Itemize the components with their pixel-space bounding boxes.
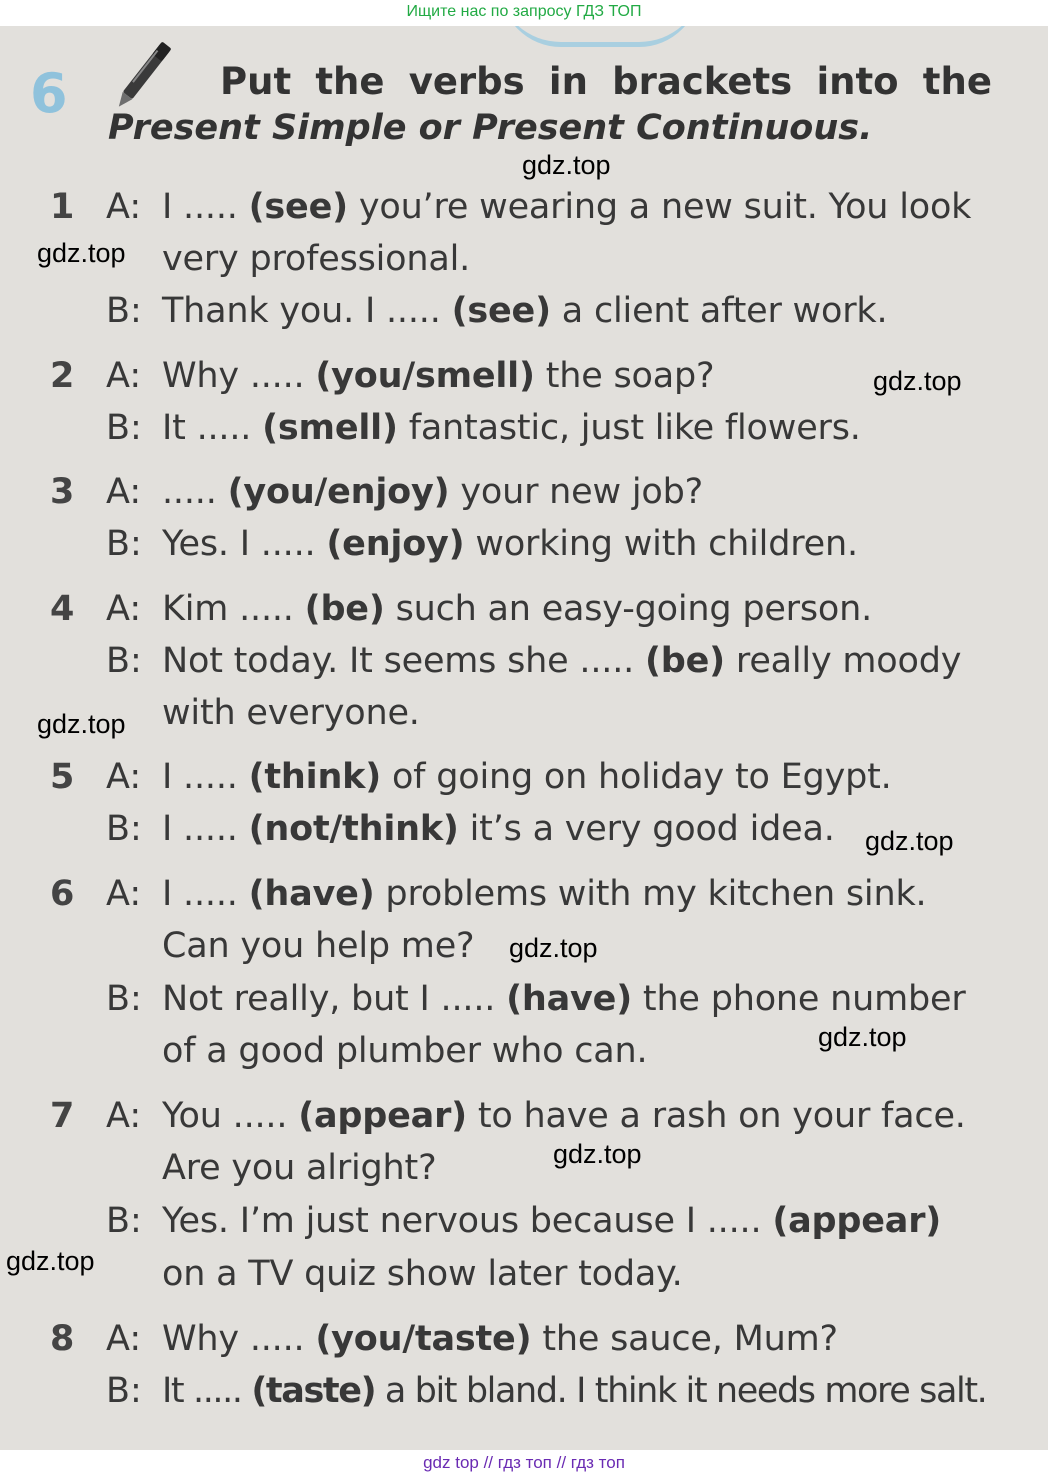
verb-prompt: (you/taste) — [315, 1319, 532, 1359]
dialogue-line: You ..... (appear) to have a rash on your face. — [162, 1096, 966, 1136]
dialogue-line: Yes. I ..... (enjoy) working with children. — [162, 524, 858, 564]
dialogue-line: Thank you. I ..... (see) a client after work. — [162, 291, 888, 331]
title-word: Put — [220, 60, 292, 103]
verb-prompt: (be) — [304, 589, 385, 629]
dialogue-line: Why ..... (you/taste) the sauce, Mum? — [162, 1319, 838, 1359]
dialogue-line: ..... (you/enjoy) your new job? — [162, 472, 703, 512]
item-number: 2 — [50, 356, 75, 396]
speaker-b-label: B: — [106, 809, 142, 849]
dialogue-line: Why ..... (you/smell) the soap? — [162, 356, 715, 396]
watermark: gdz.top — [6, 1246, 95, 1276]
dialogue-line: Are you alright? — [162, 1148, 437, 1188]
title-word: into — [816, 60, 899, 103]
speaker-b-label: B: — [106, 291, 142, 331]
watermark: gdz.top — [818, 1022, 907, 1052]
dialogue-line: Not today. It seems she ..... (be) really moody — [162, 641, 962, 681]
footer-links[interactable]: gdz top // гдз топ // гдз топ — [423, 1453, 625, 1472]
exercise-title-line2: Present Simple or Present Continuous. — [108, 108, 873, 148]
dialogue-line: Can you help me? — [162, 926, 475, 966]
dialogue-line: very professional. — [162, 239, 471, 279]
dialogue-line: Yes. I’m just nervous because I ..... (appear) — [162, 1201, 942, 1241]
speaker-b-label: B: — [106, 641, 142, 681]
dialogue-line: It ..... (smell) fantastic, just like flowers. — [162, 408, 861, 448]
verb-prompt: (be) — [644, 641, 725, 681]
speaker-a-label: A: — [106, 472, 142, 512]
dialogue-line: Not really, but I ..... (have) the phone number — [162, 979, 966, 1019]
title-word: the — [922, 60, 992, 103]
dialogue-line: with everyone. — [162, 693, 420, 733]
speaker-a-label: A: — [106, 1096, 142, 1136]
watermark: gdz.top — [37, 238, 126, 268]
exercise-title-line1 — [220, 60, 992, 103]
speaker-b-label: B: — [106, 408, 142, 448]
item-number: 6 — [50, 874, 75, 914]
verb-prompt: (taste) — [251, 1371, 376, 1411]
item-number: 8 — [50, 1319, 75, 1359]
verb-prompt: (have) — [248, 874, 375, 914]
verb-prompt: (you/smell) — [315, 356, 535, 396]
verb-prompt: (not/think) — [248, 809, 459, 849]
watermark: gdz.top — [509, 933, 598, 963]
speaker-b-label: B: — [106, 979, 142, 1019]
speaker-a-label: A: — [106, 356, 142, 396]
dialogue-line: It ..... (taste) a bit bland. I think it needs more salt. — [162, 1371, 987, 1411]
dialogue-line: Kim ..... (be) such an easy-going person. — [162, 589, 873, 629]
speaker-a-label: A: — [106, 757, 142, 797]
item-number: 4 — [50, 589, 75, 629]
decorative-arc — [500, 26, 700, 47]
item-number: 1 — [50, 187, 75, 227]
exercise-number: 6 — [30, 62, 68, 125]
verb-prompt: (enjoy) — [326, 524, 465, 564]
watermark: gdz.top — [865, 826, 954, 856]
verb-prompt: (appear) — [298, 1096, 467, 1136]
watermark: gdz.top — [873, 366, 962, 396]
item-number: 5 — [50, 757, 75, 797]
item-number: 3 — [50, 472, 75, 512]
speaker-a-label: A: — [106, 187, 142, 227]
speaker-a-label: A: — [106, 1319, 142, 1359]
watermark: gdz.top — [522, 150, 611, 180]
dialogue-line: of a good plumber who can. — [162, 1031, 648, 1071]
watermark: gdz.top — [37, 709, 126, 739]
speaker-b-label: B: — [106, 524, 142, 564]
dialogue-line: I ..... (not/think) it’s a very good idea. — [162, 809, 835, 849]
watermark: gdz.top — [553, 1139, 642, 1169]
verb-prompt: (have) — [506, 979, 632, 1019]
top-search-banner[interactable]: Ищите нас по запросу ГДЗ ТОП — [406, 3, 642, 20]
item-number: 7 — [50, 1096, 75, 1136]
verb-prompt: (think) — [248, 757, 382, 797]
speaker-a-label: A: — [106, 874, 142, 914]
speaker-b-label: B: — [106, 1201, 142, 1241]
verb-prompt: (appear) — [772, 1201, 942, 1241]
verb-prompt: (smell) — [262, 408, 398, 448]
verb-prompt: (see) — [451, 291, 551, 331]
verb-prompt: (see) — [248, 187, 348, 227]
verb-prompt: (you/enjoy) — [227, 472, 450, 512]
dialogue-line: I ..... (have) problems with my kitchen sink. — [162, 874, 927, 914]
pen-icon — [108, 28, 190, 108]
title-word: in — [548, 60, 588, 103]
dialogue-line: on a TV quiz show later today. — [162, 1254, 683, 1294]
speaker-a-label: A: — [106, 589, 142, 629]
textbook-page — [0, 26, 1048, 1450]
dialogue-line: I ..... (think) of going on holiday to Egypt. — [162, 757, 892, 797]
dialogue-line: I ..... (see) you’re wearing a new suit. You look — [162, 187, 972, 227]
title-word: brackets — [612, 60, 793, 103]
title-word: verbs — [408, 60, 525, 103]
title-word: the — [315, 60, 385, 103]
speaker-b-label: B: — [106, 1371, 142, 1411]
